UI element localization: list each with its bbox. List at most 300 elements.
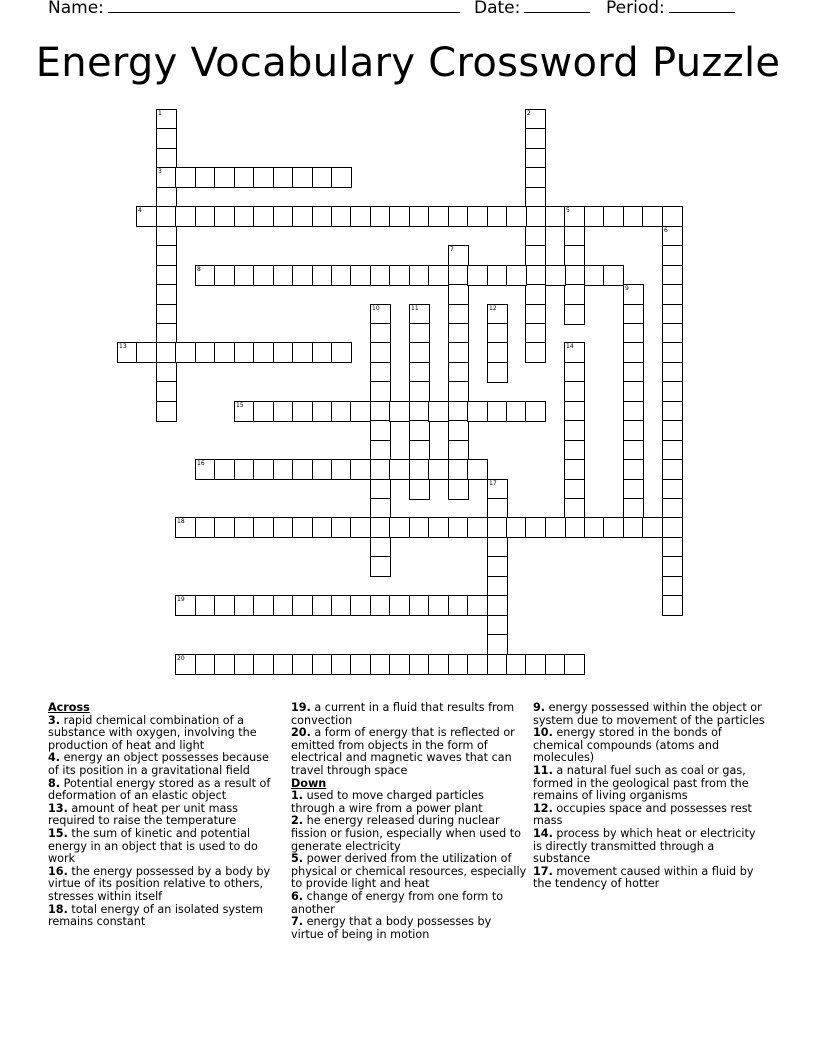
crossword-cell[interactable] xyxy=(487,576,508,597)
crossword-cell[interactable] xyxy=(370,381,391,402)
crossword-cell[interactable] xyxy=(350,401,371,422)
crossword-cell[interactable] xyxy=(370,342,391,363)
crossword-cell[interactable] xyxy=(623,440,644,461)
crossword-cell[interactable] xyxy=(234,654,255,675)
crossword-cell[interactable] xyxy=(545,654,566,675)
crossword-cell[interactable] xyxy=(253,342,274,363)
crossword-cell[interactable] xyxy=(506,654,527,675)
crossword-cell[interactable] xyxy=(273,517,294,538)
crossword-cell[interactable] xyxy=(525,187,546,208)
crossword-cell[interactable] xyxy=(487,634,508,655)
crossword-cell[interactable] xyxy=(273,459,294,480)
crossword-cell[interactable] xyxy=(214,459,235,480)
crossword-cell[interactable] xyxy=(662,226,683,247)
crossword-cell[interactable] xyxy=(312,459,333,480)
crossword-cell[interactable] xyxy=(409,206,430,227)
crossword-cell[interactable] xyxy=(350,654,371,675)
crossword-cell[interactable] xyxy=(195,595,216,616)
crossword-cell[interactable] xyxy=(545,265,566,286)
crossword-cell[interactable] xyxy=(370,556,391,577)
crossword-cell[interactable] xyxy=(136,342,157,363)
crossword-cell[interactable] xyxy=(253,167,274,188)
crossword-cell[interactable] xyxy=(525,517,546,538)
crossword-cell[interactable] xyxy=(448,362,469,383)
crossword-cell[interactable] xyxy=(370,401,391,422)
crossword-cell[interactable] xyxy=(409,420,430,441)
crossword-cell[interactable] xyxy=(331,517,352,538)
crossword-cell[interactable] xyxy=(623,323,644,344)
crossword-cell[interactable] xyxy=(409,323,430,344)
crossword-cell[interactable] xyxy=(370,420,391,441)
crossword-cell[interactable] xyxy=(331,401,352,422)
crossword-cell[interactable] xyxy=(409,381,430,402)
crossword-cell[interactable] xyxy=(370,459,391,480)
crossword-cell[interactable] xyxy=(214,595,235,616)
crossword-cell[interactable] xyxy=(525,226,546,247)
crossword-cell[interactable] xyxy=(662,595,683,616)
crossword-cell[interactable] xyxy=(564,284,585,305)
crossword-cell[interactable] xyxy=(370,654,391,675)
crossword-cell[interactable] xyxy=(662,420,683,441)
crossword-cell[interactable] xyxy=(350,517,371,538)
crossword-cell[interactable] xyxy=(175,517,196,538)
crossword-cell[interactable] xyxy=(564,459,585,480)
crossword-cell[interactable] xyxy=(603,206,624,227)
clue-number: 2. xyxy=(291,814,304,828)
crossword-cell[interactable] xyxy=(234,265,255,286)
crossword-cell[interactable] xyxy=(389,265,410,286)
crossword-cell[interactable] xyxy=(662,304,683,325)
page-title: Energy Vocabulary Crossword Puzzle xyxy=(35,40,781,86)
crossword-cell[interactable] xyxy=(156,284,177,305)
crossword-cell[interactable] xyxy=(253,654,274,675)
crossword-cell[interactable] xyxy=(506,401,527,422)
crossword-cell[interactable] xyxy=(564,362,585,383)
crossword-cell[interactable] xyxy=(662,342,683,363)
crossword-cell[interactable] xyxy=(195,517,216,538)
crossword-cell[interactable] xyxy=(331,206,352,227)
crossword-cell[interactable] xyxy=(389,517,410,538)
crossword-cell[interactable] xyxy=(487,323,508,344)
crossword-cell[interactable] xyxy=(175,342,196,363)
crossword-cell[interactable] xyxy=(428,206,449,227)
crossword-cell[interactable] xyxy=(156,128,177,149)
crossword-cell[interactable] xyxy=(525,265,546,286)
crossword-cell[interactable] xyxy=(234,459,255,480)
crossword-cell[interactable] xyxy=(350,459,371,480)
crossword-cell[interactable] xyxy=(662,206,683,227)
crossword-cell[interactable] xyxy=(214,342,235,363)
crossword-cell[interactable] xyxy=(312,595,333,616)
crossword-cell[interactable] xyxy=(273,206,294,227)
crossword-cell[interactable] xyxy=(525,206,546,227)
crossword-cell[interactable] xyxy=(545,517,566,538)
crossword-cell[interactable] xyxy=(662,556,683,577)
crossword-cell[interactable] xyxy=(214,167,235,188)
crossword-cell[interactable] xyxy=(370,517,391,538)
down-clue xyxy=(533,803,765,828)
crossword-cell[interactable] xyxy=(195,342,216,363)
crossword-cell[interactable] xyxy=(175,595,196,616)
crossword-cell[interactable] xyxy=(195,654,216,675)
crossword-cell[interactable] xyxy=(623,498,644,519)
crossword-cell[interactable] xyxy=(370,304,391,325)
crossword-cell[interactable] xyxy=(525,654,546,675)
across-clue-list xyxy=(48,715,276,929)
clue-text: energy stored in the bonds of chemical compounds (atoms and molecules) xyxy=(533,726,722,765)
crossword-cell[interactable] xyxy=(156,342,177,363)
crossword-cell[interactable] xyxy=(448,401,469,422)
crossword-cell[interactable] xyxy=(234,517,255,538)
down-clue-list-continued xyxy=(533,702,765,891)
clue-text: Potential energy stored as a result of deformation of an elastic object xyxy=(48,776,271,803)
crossword-cell[interactable] xyxy=(175,654,196,675)
crossword-cell[interactable] xyxy=(370,498,391,519)
crossword-cell[interactable] xyxy=(409,362,430,383)
crossword-cell[interactable] xyxy=(642,517,663,538)
crossword-cell[interactable] xyxy=(448,206,469,227)
crossword-cell[interactable] xyxy=(214,206,235,227)
crossword-cell[interactable] xyxy=(506,517,527,538)
clue-text: total energy of an isolated system remains constant xyxy=(48,902,264,929)
crossword-cell[interactable] xyxy=(195,167,216,188)
crossword-cell[interactable] xyxy=(564,304,585,325)
crossword-cell[interactable] xyxy=(389,206,410,227)
crossword-cell[interactable] xyxy=(623,420,644,441)
crossword-cell[interactable] xyxy=(214,654,235,675)
crossword-cell[interactable] xyxy=(525,401,546,422)
crossword-cell[interactable] xyxy=(448,420,469,441)
crossword-cell[interactable] xyxy=(448,265,469,286)
crossword-cell[interactable] xyxy=(370,362,391,383)
crossword-cell[interactable] xyxy=(331,167,352,188)
crossword-cell[interactable] xyxy=(623,459,644,480)
crossword-cell[interactable] xyxy=(487,265,508,286)
crossword-cell[interactable] xyxy=(156,187,177,208)
crossword-cell[interactable] xyxy=(214,517,235,538)
crossword-cell[interactable] xyxy=(448,284,469,305)
clue-number: 20 xyxy=(177,655,185,662)
crossword-cell[interactable] xyxy=(292,401,313,422)
crossword-cell[interactable] xyxy=(370,479,391,500)
crossword-cell[interactable] xyxy=(370,323,391,344)
crossword-cell[interactable] xyxy=(409,401,430,422)
crossword-cell[interactable] xyxy=(662,537,683,558)
crossword-cell[interactable] xyxy=(467,401,488,422)
crossword-cell[interactable] xyxy=(156,265,177,286)
crossword-cell[interactable] xyxy=(156,381,177,402)
crossword-cell[interactable] xyxy=(195,265,216,286)
crossword-cell[interactable] xyxy=(564,517,585,538)
crossword-cell[interactable] xyxy=(487,615,508,636)
crossword-cell[interactable] xyxy=(584,265,605,286)
crossword-cell[interactable] xyxy=(428,265,449,286)
crossword-cell[interactable] xyxy=(370,265,391,286)
crossword-cell[interactable] xyxy=(214,265,235,286)
crossword-cell[interactable] xyxy=(253,206,274,227)
crossword-cell[interactable] xyxy=(428,595,449,616)
crossword-cell[interactable] xyxy=(292,595,313,616)
crossword-cell[interactable] xyxy=(448,323,469,344)
crossword-cell[interactable] xyxy=(525,109,546,130)
crossword-cell[interactable] xyxy=(409,459,430,480)
clue-text: he energy released during nuclear fission or fusion, especially when used to generate electricity xyxy=(291,814,521,853)
crossword-cell[interactable] xyxy=(448,304,469,325)
crossword-cell[interactable] xyxy=(312,401,333,422)
crossword-cell[interactable] xyxy=(564,381,585,402)
crossword-cell[interactable] xyxy=(487,517,508,538)
crossword-cell[interactable] xyxy=(525,148,546,169)
crossword-cell[interactable] xyxy=(487,595,508,616)
crossword-cell[interactable] xyxy=(448,459,469,480)
crossword-cell[interactable] xyxy=(156,109,177,130)
crossword-cell[interactable] xyxy=(409,654,430,675)
crossword-cell[interactable] xyxy=(389,459,410,480)
crossword-cell[interactable] xyxy=(156,401,177,422)
period-label: Period: xyxy=(606,0,665,18)
crossword-cell[interactable] xyxy=(564,654,585,675)
clue-text: a natural fuel such as coal or gas, formed in the geological past from the remains of living organisms xyxy=(533,763,749,803)
crossword-cell[interactable] xyxy=(312,517,333,538)
crossword-cell[interactable] xyxy=(175,206,196,227)
crossword-cell[interactable] xyxy=(525,245,546,266)
crossword-cell[interactable] xyxy=(448,381,469,402)
crossword-cell[interactable] xyxy=(487,498,508,519)
crossword-cell[interactable] xyxy=(623,206,644,227)
crossword-cell[interactable] xyxy=(370,206,391,227)
crossword-cell[interactable] xyxy=(253,401,274,422)
crossword-cell[interactable] xyxy=(506,265,527,286)
crossword-cell[interactable] xyxy=(156,206,177,227)
crossword-cell[interactable] xyxy=(331,459,352,480)
crossword-cell[interactable] xyxy=(662,323,683,344)
crossword-cell[interactable] xyxy=(662,517,683,538)
clue-number: 17 xyxy=(489,480,497,487)
crossword-cell[interactable] xyxy=(487,401,508,422)
crossword-cell[interactable] xyxy=(487,362,508,383)
crossword-cell[interactable] xyxy=(292,654,313,675)
crossword-cell[interactable] xyxy=(662,479,683,500)
crossword-cell[interactable] xyxy=(525,304,546,325)
clue-number: 2 xyxy=(527,110,531,117)
crossword-cell[interactable] xyxy=(564,265,585,286)
crossword-cell[interactable] xyxy=(156,148,177,169)
crossword-cell[interactable] xyxy=(331,342,352,363)
crossword-cell[interactable] xyxy=(156,304,177,325)
crossword-cell[interactable] xyxy=(292,459,313,480)
crossword-cell[interactable] xyxy=(136,206,157,227)
crossword-cell[interactable] xyxy=(487,654,508,675)
crossword-cell[interactable] xyxy=(603,265,624,286)
crossword-cell[interactable] xyxy=(564,420,585,441)
crossword-cell[interactable] xyxy=(312,265,333,286)
crossword-cell[interactable] xyxy=(350,265,371,286)
crossword-cell[interactable] xyxy=(409,595,430,616)
crossword-cell[interactable] xyxy=(448,440,469,461)
crossword-cell[interactable] xyxy=(662,362,683,383)
crossword-cell[interactable] xyxy=(603,517,624,538)
crossword-cell[interactable] xyxy=(467,595,488,616)
crossword-cell[interactable] xyxy=(389,401,410,422)
crossword-cell[interactable] xyxy=(545,206,566,227)
crossword-cell[interactable] xyxy=(448,654,469,675)
crossword-cell[interactable] xyxy=(273,595,294,616)
crossword-cell[interactable] xyxy=(175,167,196,188)
crossword-cell[interactable] xyxy=(487,304,508,325)
crossword-cell[interactable] xyxy=(350,206,371,227)
crossword-cell[interactable] xyxy=(156,245,177,266)
crossword-cell[interactable] xyxy=(253,265,274,286)
crossword-cell[interactable] xyxy=(642,206,663,227)
crossword-cell[interactable] xyxy=(292,206,313,227)
crossword-cell[interactable] xyxy=(525,342,546,363)
crossword-cell[interactable] xyxy=(623,304,644,325)
crossword-cell[interactable] xyxy=(564,440,585,461)
crossword-cell[interactable] xyxy=(409,342,430,363)
crossword-cell[interactable] xyxy=(662,284,683,305)
crossword-cell[interactable] xyxy=(623,342,644,363)
across-clue-list-continued xyxy=(291,702,527,778)
crossword-cell[interactable] xyxy=(234,206,255,227)
crossword-cell[interactable] xyxy=(331,265,352,286)
clue-number: 13. xyxy=(48,801,68,815)
down-clue xyxy=(291,891,527,916)
crossword-cell[interactable] xyxy=(662,401,683,422)
crossword-cell[interactable] xyxy=(292,167,313,188)
crossword-cell[interactable] xyxy=(623,362,644,383)
crossword-cell[interactable] xyxy=(292,517,313,538)
crossword-cell[interactable] xyxy=(234,342,255,363)
crossword-cell[interactable] xyxy=(156,167,177,188)
crossword-cell[interactable] xyxy=(195,459,216,480)
crossword-cell[interactable] xyxy=(448,517,469,538)
clue-text: movement caused within a fluid by the tendency of hotter xyxy=(533,864,754,891)
crossword-cell[interactable] xyxy=(467,459,488,480)
crossword-cell[interactable] xyxy=(564,401,585,422)
clue-number: 4. xyxy=(48,751,61,765)
down-clue xyxy=(291,815,527,853)
crossword-cell[interactable] xyxy=(234,167,255,188)
crossword-cell[interactable] xyxy=(409,517,430,538)
across-heading: Across xyxy=(48,701,90,714)
crossword-cell[interactable] xyxy=(662,498,683,519)
crossword-cell[interactable] xyxy=(525,167,546,188)
crossword-cell[interactable] xyxy=(467,654,488,675)
crossword-cell[interactable] xyxy=(156,226,177,247)
crossword-cell[interactable] xyxy=(487,206,508,227)
clue-number: 4 xyxy=(138,207,142,214)
crossword-cell[interactable] xyxy=(564,498,585,519)
crossword-cell[interactable] xyxy=(623,479,644,500)
clue-number: 5. xyxy=(291,852,304,866)
crossword-cell[interactable] xyxy=(370,537,391,558)
crossword-cell[interactable] xyxy=(448,342,469,363)
crossword-cell[interactable] xyxy=(564,226,585,247)
crossword-cell[interactable] xyxy=(156,323,177,344)
crossword-cell[interactable] xyxy=(195,206,216,227)
crossword-cell[interactable] xyxy=(370,595,391,616)
crossword-cell[interactable] xyxy=(623,284,644,305)
crossword-cell[interactable] xyxy=(273,401,294,422)
crossword-cell[interactable] xyxy=(312,654,333,675)
crossword-cell[interactable] xyxy=(623,381,644,402)
crossword-cell[interactable] xyxy=(234,401,255,422)
crossword-cell[interactable] xyxy=(389,595,410,616)
crossword-cell[interactable] xyxy=(623,517,644,538)
crossword-cell[interactable] xyxy=(370,440,391,461)
crossword-cell[interactable] xyxy=(331,595,352,616)
crossword-cell[interactable] xyxy=(312,342,333,363)
crossword-cell[interactable] xyxy=(623,401,644,422)
crossword-cell[interactable] xyxy=(487,556,508,577)
crossword-cell[interactable] xyxy=(253,595,274,616)
crossword-cell[interactable] xyxy=(584,206,605,227)
crossword-cell[interactable] xyxy=(409,440,430,461)
crossword-cell[interactable] xyxy=(273,654,294,675)
crossword-cell[interactable] xyxy=(487,479,508,500)
crossword-cell[interactable] xyxy=(487,342,508,363)
crossword-cell[interactable] xyxy=(312,206,333,227)
crossword-cell[interactable] xyxy=(662,440,683,461)
crossword-cell[interactable] xyxy=(564,206,585,227)
crossword-cell[interactable] xyxy=(234,595,255,616)
crossword-cell[interactable] xyxy=(564,479,585,500)
crossword-cell[interactable] xyxy=(525,323,546,344)
crossword-cell[interactable] xyxy=(662,459,683,480)
crossword-cell[interactable] xyxy=(292,265,313,286)
crossword-cell[interactable] xyxy=(448,479,469,500)
crossword-cell[interactable] xyxy=(409,265,430,286)
down-clue xyxy=(291,853,527,891)
crossword-cell[interactable] xyxy=(564,245,585,266)
crossword-cell[interactable] xyxy=(662,245,683,266)
crossword-cell[interactable] xyxy=(389,654,410,675)
crossword-cell[interactable] xyxy=(156,362,177,383)
crossword-cell[interactable] xyxy=(273,167,294,188)
crossword-cell[interactable] xyxy=(662,576,683,597)
crossword-cell[interactable] xyxy=(467,206,488,227)
crossword-cell[interactable] xyxy=(428,459,449,480)
crossword-cell[interactable] xyxy=(428,517,449,538)
crossword-cell[interactable] xyxy=(117,342,138,363)
crossword-cell[interactable] xyxy=(273,265,294,286)
crossword-cell[interactable] xyxy=(662,265,683,286)
crossword-cell[interactable] xyxy=(312,167,333,188)
crossword-cell[interactable] xyxy=(428,401,449,422)
crossword-cell[interactable] xyxy=(564,342,585,363)
clue-number: 10. xyxy=(533,726,553,740)
crossword-cell[interactable] xyxy=(350,595,371,616)
crossword-cell[interactable] xyxy=(662,381,683,402)
crossword-cell[interactable] xyxy=(428,654,449,675)
crossword-cell[interactable] xyxy=(253,517,274,538)
crossword-cell[interactable] xyxy=(584,517,605,538)
crossword-cell[interactable] xyxy=(273,342,294,363)
crossword-cell[interactable] xyxy=(487,537,508,558)
crossword-cell[interactable] xyxy=(467,517,488,538)
crossword-cell[interactable] xyxy=(409,479,430,500)
crossword-cell[interactable] xyxy=(525,128,546,149)
crossword-cell[interactable] xyxy=(525,284,546,305)
crossword-cell[interactable] xyxy=(331,654,352,675)
crossword-cell[interactable] xyxy=(467,265,488,286)
crossword-cell[interactable] xyxy=(253,459,274,480)
crossword-cell[interactable] xyxy=(448,245,469,266)
crossword-cell[interactable] xyxy=(506,206,527,227)
crossword-cell[interactable] xyxy=(292,342,313,363)
crossword-cell[interactable] xyxy=(409,304,430,325)
crossword-cell[interactable] xyxy=(448,595,469,616)
